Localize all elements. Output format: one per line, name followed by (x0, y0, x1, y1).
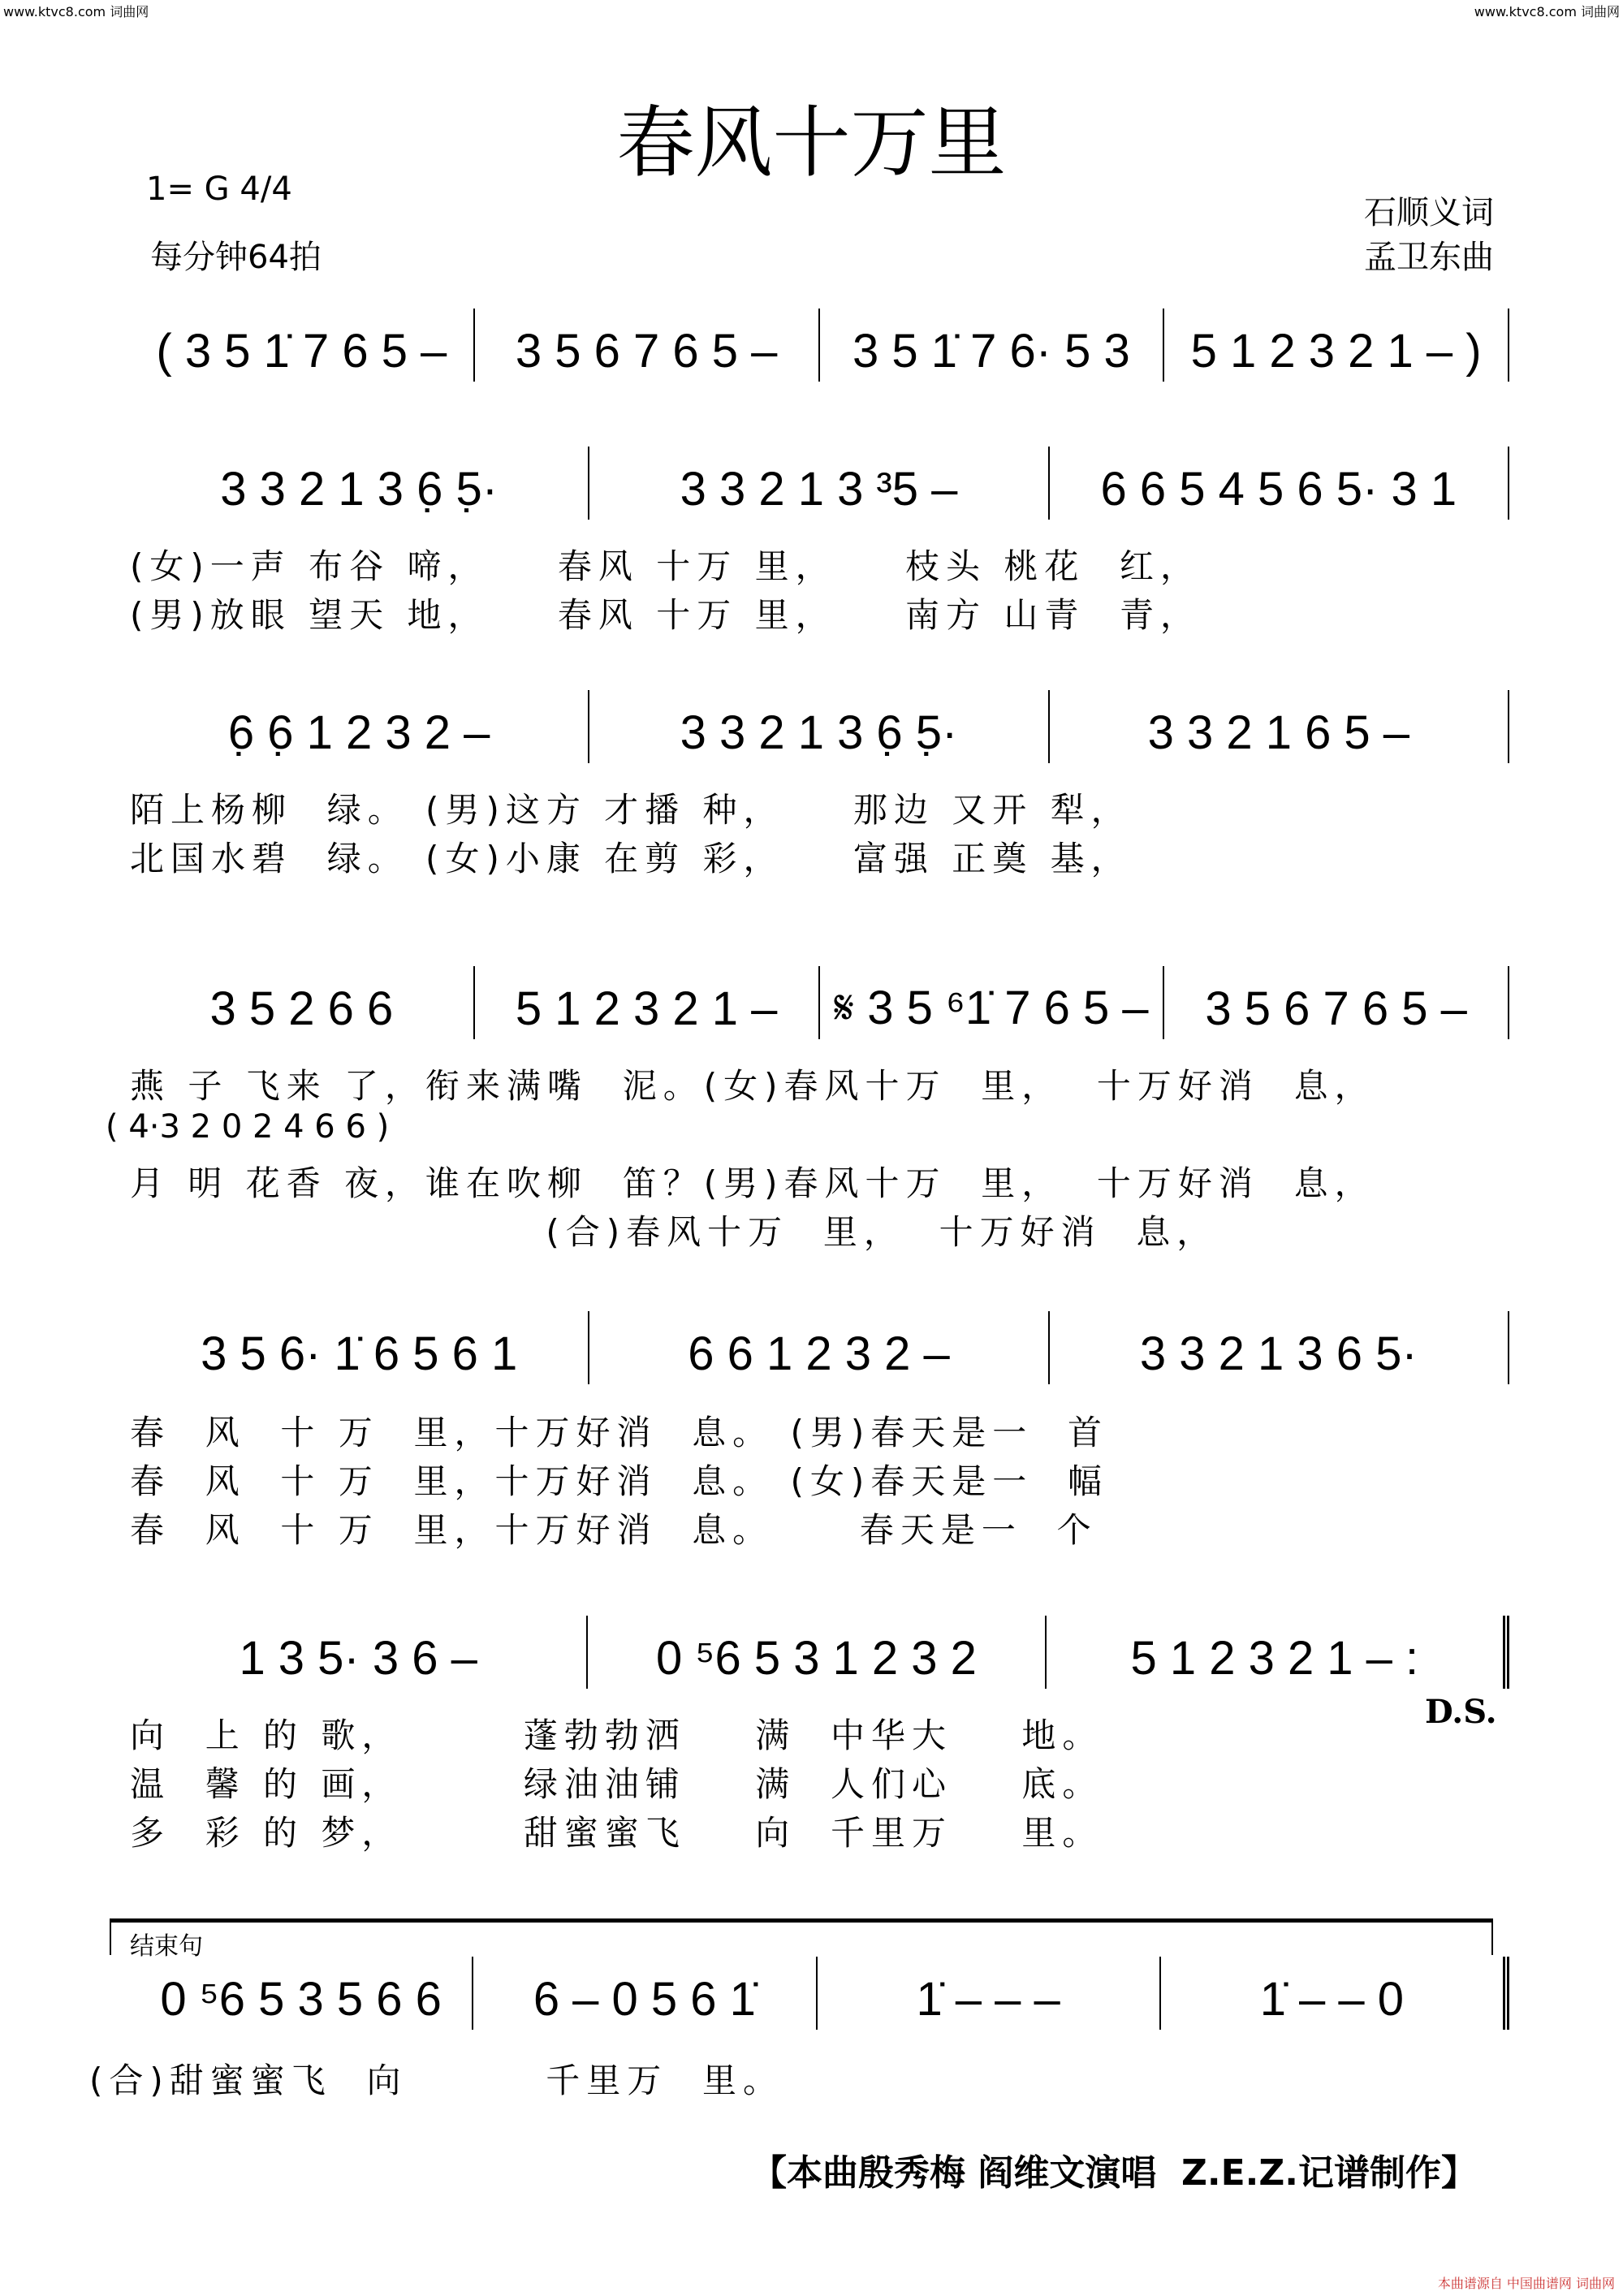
measure (1047, 1616, 1509, 1689)
lyric-line: 多 彩 的 梦， 甜蜜蜜飞 向 千里万 里。 (130, 1813, 1103, 1853)
tempo: 每分钟64拍 (150, 239, 322, 276)
measure (130, 1957, 473, 2030)
measure (475, 309, 820, 382)
alternate-notes: ( 4·3 2 0 2 4 6 6 ) (106, 1108, 390, 1146)
measure-notes: 3 5 6 7 6 5 – (1205, 982, 1467, 1035)
measure (588, 1616, 1046, 1689)
key-signature: 1= G 4/4 (146, 170, 292, 208)
measure (130, 309, 475, 382)
performer-credit: 【本曲殷秀梅 阎维文演唱 Z.E.Z.记谱制作】 (751, 2152, 1477, 2194)
system-3 (130, 690, 1509, 763)
measure (1161, 1957, 1509, 2030)
measure-notes: 5 1 2 3 2 1 – (515, 982, 778, 1035)
measure-notes: 5 1 2 3 2 1 – : (1130, 1632, 1419, 1685)
measure-notes: 3 5 6· 1̇ 6 5 6 1 (201, 1327, 518, 1380)
measure (589, 690, 1049, 763)
measure-notes: 0 ⁵6 5 3 5 6 6 (160, 1973, 442, 2026)
system-6 (130, 1616, 1509, 1689)
measure-notes: 6̣ 6̣ 1 2 3 2 – (227, 706, 490, 759)
measure (589, 1311, 1049, 1384)
lyric-line: 陌上杨柳 绿。 (男)这方 才播 种， 那边 又开 犁， (130, 790, 1132, 830)
system-5 (130, 1311, 1509, 1384)
measure (1050, 447, 1509, 520)
lyric-line: 月 明 花香 夜，谁在吹柳 笛？(男)春风十万 里， 十万好消 息， (130, 1163, 1375, 1203)
measure (1164, 309, 1509, 382)
lyric-line: (合)春风十万 里， 十万好消 息， (130, 1212, 1218, 1252)
measure-notes: 1 3 5· 3 6 – (239, 1632, 477, 1685)
dal-segno-mark: D.S. (1425, 1693, 1497, 1731)
watermark-left: www.ktvc8.com 词曲网 (3, 4, 149, 19)
composer: 孟卫东曲 (1364, 239, 1494, 276)
measure (820, 309, 1165, 382)
coda-label: 结束句 (130, 1932, 203, 1961)
lyric-line: 北国水碧 绿。 (女)小康 在剪 彩， 富强 正奠 基， (130, 839, 1132, 878)
measure (130, 447, 589, 520)
measure (475, 966, 820, 1039)
measure (589, 447, 1049, 520)
coda-system (130, 1957, 1509, 2030)
lyricist: 石顺义词 (1364, 194, 1494, 231)
measure (130, 690, 589, 763)
measure-notes: 3 3 2 1 3 6̣ 5̣· (680, 706, 958, 759)
measure-notes: 3 5 1̇ 7 6· 5 3 (852, 325, 1130, 378)
measure (818, 1957, 1161, 2030)
measure-notes: 6 6 5 4 5 6 5· 3 1 (1100, 463, 1457, 516)
lyric-line: 春 风 十 万 里，十万好消 息。 春天是一 个 (130, 1510, 1098, 1550)
measure-notes: 1̇ – – – (916, 1973, 1060, 2026)
measure (130, 1311, 589, 1384)
system-1 (130, 309, 1509, 382)
lyric-line: 向 上 的 歌， 蓬勃勃洒 满 中华大 地。 (130, 1716, 1103, 1755)
measure (1050, 690, 1509, 763)
system-4 (130, 966, 1509, 1039)
measure (130, 1616, 588, 1689)
lyric-line: (女)一声 布谷 啼， 春风 十万 里， 枝头 桃花 红， (130, 546, 1202, 586)
measure-notes: ( 3 5 1̇ 7 6 5 – (156, 325, 447, 378)
coda-lyric: (合)甜蜜蜜飞 向 千里万 里。 (89, 2061, 783, 2100)
measure-notes: 6 – 0 5 6 1̇ (533, 1973, 756, 2026)
measure (1050, 1311, 1509, 1384)
measure-notes: 1̇ – – 0 (1259, 1973, 1405, 2026)
lyric-line: (男)放眼 望天 地， 春风 十万 里， 南方 山青 青， (130, 595, 1202, 635)
lyric-line: 温 馨 的 画， 绿油油铺 满 人们心 底。 (130, 1764, 1103, 1804)
measure-notes: 3 5 2 6 6 (209, 982, 394, 1035)
lyric-line: 春 风 十 万 里，十万好消 息。 (男)春天是一 首 (130, 1413, 1108, 1452)
lyric-line: 燕 子 飞来 了，衔来满嘴 泥。(女)春风十万 里， 十万好消 息， (130, 1066, 1375, 1106)
coda-bracket (110, 1918, 1493, 1955)
watermark-bottom: 本曲谱源自 中国曲谱网 词曲网 (1437, 2276, 1615, 2291)
watermark-right: www.ktvc8.com 词曲网 (1474, 4, 1620, 19)
measure-notes: 3 3 2 1 3 6̣ 5̣· (220, 463, 499, 516)
measure-notes: 5 1 2 3 2 1 – ) (1190, 325, 1482, 378)
measure-notes: 0 ⁵6 5 3 1 2 3 2 (656, 1632, 977, 1685)
measure (1164, 966, 1509, 1039)
measure-notes: 6 6 1 2 3 2 – (688, 1327, 950, 1380)
measure-notes: 𝄋 3 5 ⁶1̇ 7 6 5 – (834, 982, 1149, 1034)
measure (130, 966, 475, 1039)
system-2 (130, 447, 1509, 520)
song-title: 春风十万里 (616, 97, 1007, 188)
measure-notes: 3 3 2 1 6 5 – (1147, 706, 1410, 759)
measure-notes: 3 5 6 7 6 5 – (515, 325, 778, 378)
measure-notes: 3 3 2 1 3 ³5 – (680, 463, 958, 516)
measure (473, 1957, 817, 2030)
measure (820, 966, 1165, 1039)
measure-notes: 3 3 2 1 3 6 5· (1139, 1327, 1418, 1380)
lyric-line: 春 风 十 万 里，十万好消 息。 (女)春天是一 幅 (130, 1461, 1108, 1501)
